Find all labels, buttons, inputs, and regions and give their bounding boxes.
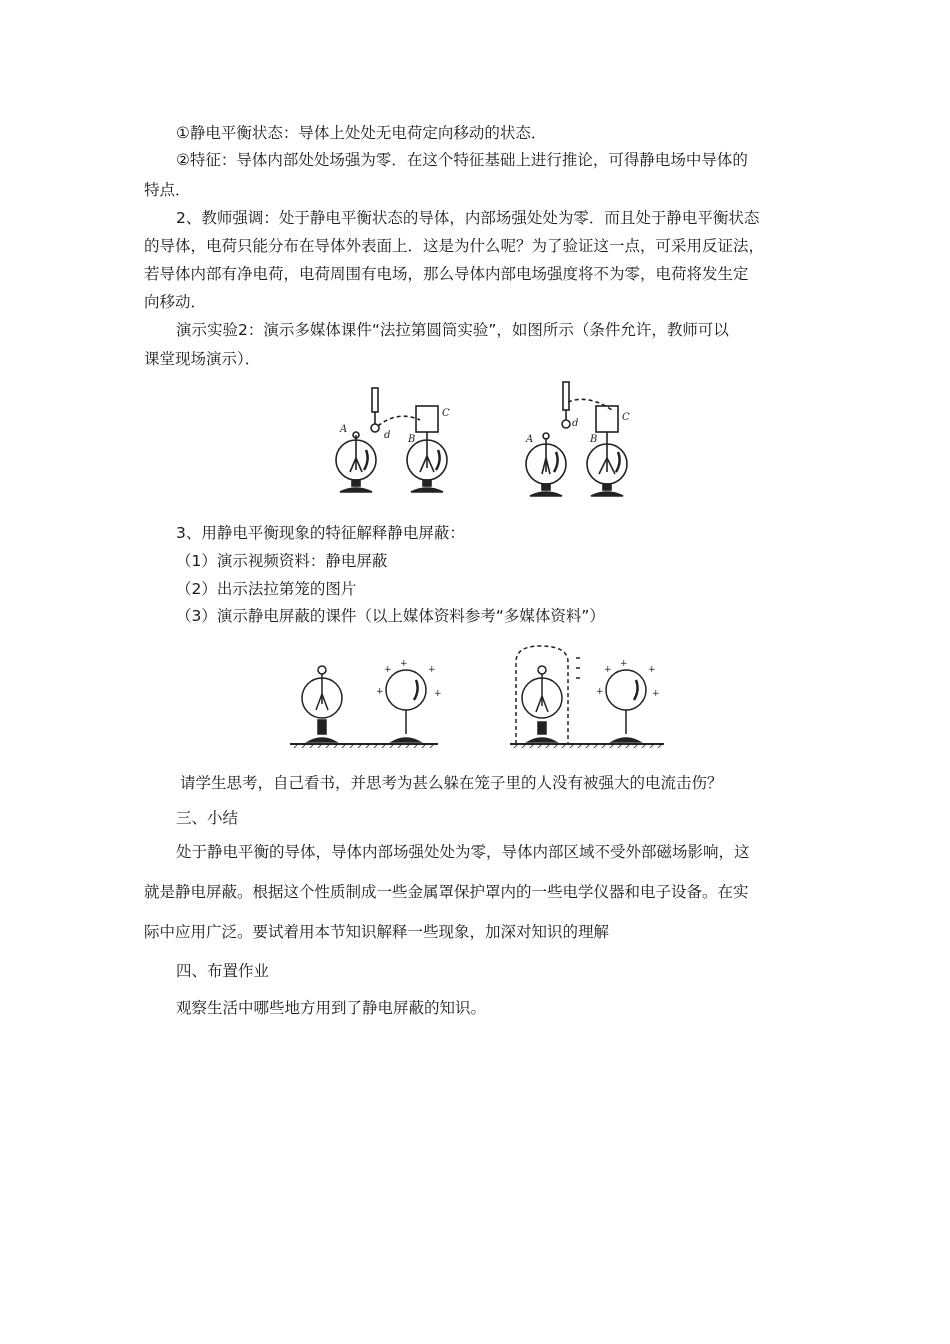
text-item-3: （3）演示静电屏蔽的课件（以上媒体资料参考“多媒体资料”） xyxy=(176,607,605,625)
probe-handle-left xyxy=(372,388,378,412)
cylinder-c-right xyxy=(596,406,618,432)
electroscope-right-2 xyxy=(606,670,646,710)
text-static-equilibrium-def: ①静电平衡状态：导体上处处无电荷定向移动的状态． xyxy=(176,124,547,142)
label-d-right: d xyxy=(572,418,579,429)
svg-text:+: + xyxy=(384,665,392,675)
svg-text:+: + xyxy=(604,665,612,675)
label-b-left: B xyxy=(408,434,416,445)
faraday-cylinder-figure xyxy=(328,380,648,516)
text-demo2-line1: 演示实验2：演示多媒体课件“法拉第圆筒实验”，如图所示（条件允许，教师可以 xyxy=(176,321,729,339)
label-c-right: C xyxy=(622,412,630,423)
svg-text:+: + xyxy=(648,665,656,675)
text-feature-line1: ②特征：导体内部处处场强为零．在这个特征基础上进行推论，可得静电场中导体的 xyxy=(176,151,748,169)
svg-text:+: + xyxy=(596,687,604,697)
probe-handle-right xyxy=(563,382,569,410)
electroscope-left-2 xyxy=(386,670,426,710)
text-teacher-emphasis-line3: 若导体内部有净电荷，电荷周围有电场，那么导体内部电场强度将不为零，电荷将发生定 xyxy=(144,265,749,283)
electrostatic-shielding-figure xyxy=(288,632,668,752)
label-c-left: C xyxy=(442,408,450,419)
svg-text:+: + xyxy=(434,689,442,699)
svg-text:+: + xyxy=(428,665,436,675)
text-teacher-emphasis-line1: 2、教师强调：处于静电平衡状态的导体，内部场强处处为零．而且处于静电平衡状态 xyxy=(176,209,760,227)
text-item-1: （1）演示视频资料：静电屏蔽 xyxy=(176,552,388,570)
text-homework: 观察生活中哪些地方用到了静电屏蔽的知识。 xyxy=(176,999,487,1017)
text-student-question: 请学生思考，自己看书，并思考为甚么躲在笼子里的人没有被强大的电流击伤？ xyxy=(180,774,723,792)
heading-summary: 三、小结 xyxy=(176,809,239,827)
text-feature-line2: 特点． xyxy=(144,181,191,199)
label-a-left: A xyxy=(340,424,348,435)
svg-text:+: + xyxy=(400,659,408,669)
text-explain-shielding: 3、用静电平衡现象的特征解释静电屏蔽： xyxy=(176,524,465,542)
svg-text:+: + xyxy=(620,659,628,669)
svg-text:+: + xyxy=(652,689,660,699)
label-d-left: d xyxy=(384,430,391,441)
text-summary-line2: 就是静电屏蔽。根据这个性质制成一些金属罩保护罩内的一些电学仪器和电子设备。在实 xyxy=(144,883,749,901)
label-a-right: A xyxy=(526,434,534,445)
text-teacher-emphasis-line4: 向移动． xyxy=(144,293,207,311)
text-item-2: （2）出示法拉第笼的图片 xyxy=(176,580,357,598)
text-demo2-line2: 课堂现场演示）． xyxy=(144,350,261,368)
label-b-right: B xyxy=(590,434,598,445)
text-teacher-emphasis-line2: 的导体，电荷只能分布在导体外表面上．这是为什么呢？为了验证这一点，可采用反证法， xyxy=(144,237,765,255)
text-summary-line3: 际中应用广泛。要试着用本节知识解释一些现象，加深对知识的理解 xyxy=(144,923,610,941)
text-summary-line1: 处于静电平衡的导体，导体内部场强处处为零，导体内部区域不受外部磁场影响，这 xyxy=(176,843,750,861)
svg-text:+: + xyxy=(376,687,384,697)
heading-homework: 四、布置作业 xyxy=(176,962,270,980)
